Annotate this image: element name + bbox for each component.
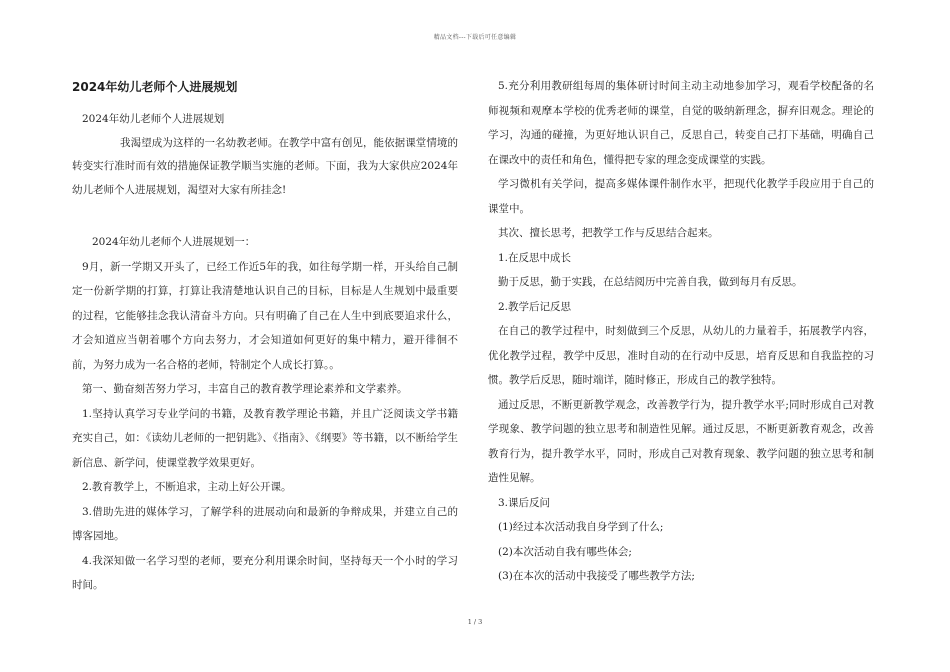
paragraph: (3)在本次的活动中我接受了哪些教学方法; [498, 570, 695, 582]
paragraph: 4.我深知做一名学习型的老师，要充分利用课余时间，坚持每天一个小时的学习时间。 [72, 554, 458, 591]
spacer [72, 202, 458, 230]
page-header: 精品文档---下载后可任意编辑 [433, 34, 517, 41]
paragraph: 2.教学后记反思 [498, 300, 572, 313]
paragraph: 学习微机有关学问，提高多媒体课件制作水平，把现代化教学手段应用于自己的课堂中。 [488, 178, 874, 215]
paragraph: 在自己的教学过程中，时刻做到三个反思，从幼儿的力量着手，拓展教学内容，优化教学过程，教学中反思，准时自动的在行动中反思，培育反思和自我监控的习惯。教学后反思，随时端详，随时修正，形成自己的教学独特。 [488, 325, 874, 386]
paragraph: 1.坚持认真学习专业学问的书籍，及教育教学理论书籍，并且广泛阅读文学书籍充实自己，如：《读幼儿老师的一把钥匙》、《指南》、《纲要》等书籍，以不断给学生新信息、新学问，使课堂教学效果更好。 [72, 407, 458, 469]
paragraph: 3.课后反问 [498, 496, 551, 509]
paragraph: 5.充分利用教研组每周的集体研讨时间主动主动地参加学习，观看学校配备的名师视频和观摩本学校的优秀老师的课堂，自觉的吸纳新理念，摒弃旧观念。理论的学习，沟通的碰撞，为更好地认识自己，反思自己，转变自己打下基础，明确自己在课改中的责任和角色，懂得把专家的理念变成课堂的实践。 [488, 80, 874, 166]
paragraph: (2)本次活动自我有哪些体会; [498, 545, 632, 558]
paragraph: 3.借助先进的媒体学习，了解学科的进展动向和最新的争辩成果，并建立自己的博客园地。 [72, 505, 458, 542]
paragraph: 其次、擅长思考，把教学工作与反思结合起来。 [498, 227, 719, 239]
page-number: 1 / 3 [467, 618, 483, 626]
paragraph: 勤于反思，勤于实践，在总结阅历中完善自我，做到每月有反思。 [498, 276, 803, 288]
left-column [72, 78, 458, 598]
right-column [488, 74, 874, 589]
intro-paragraph: 我渴望成为这样的一名幼教老师。在教学中富有创见，能依据课堂情境的转变实行准时而有效的措施保证教学顺当实施的老师。下面，我为大家供应2024年幼儿老师个人进展规划，渴望对大家有所挂念! [72, 136, 458, 196]
document-title: 2024年幼儿老师个人进展规划 [72, 80, 238, 94]
paragraph: 1.在反思中成长 [498, 251, 572, 264]
paragraph: 第一、勤奋刻苦努力学习，丰富自己的教育教学理论素养和文学素养。 [82, 383, 408, 395]
paragraph: 通过反思，不断更新教学观念，改善教学行为，提升教学水平;同时形成自己对教学现象、教学问题的独立思考和制造性见解。通过反思，不断更新教育观念，改善教育行为，提升教学水平，同时，形成自己对教育现象、教学问题的独立思考和制造性见解。 [488, 398, 874, 484]
subtitle: 2024年幼儿老师个人进展规划 [82, 113, 225, 125]
paragraph: 2.教育教学上，不断追求，主动上好公开课。 [82, 481, 292, 493]
section-heading: 2024年幼儿老师个人进展规划一： [92, 236, 256, 248]
paragraph: (1)经过本次活动我自身学到了什么; [498, 521, 664, 533]
paragraph: 9月，新一学期又开头了，已经工作近5年的我，如往每学期一样，开头给自己制定一份新学期的打算，打算让我清楚地认识自己的目标，目标是人生规划中最重要的过程，它能够挂念我认清奋斗方向。只有明确了自己在人生中到底要追求什么，才会知道应当朝着哪个方向去努力，才会知道如何更好的集中精力，避开徘徊不前，为努力成为一名合格的老师，特制定个人成长打算。。 [72, 260, 458, 371]
